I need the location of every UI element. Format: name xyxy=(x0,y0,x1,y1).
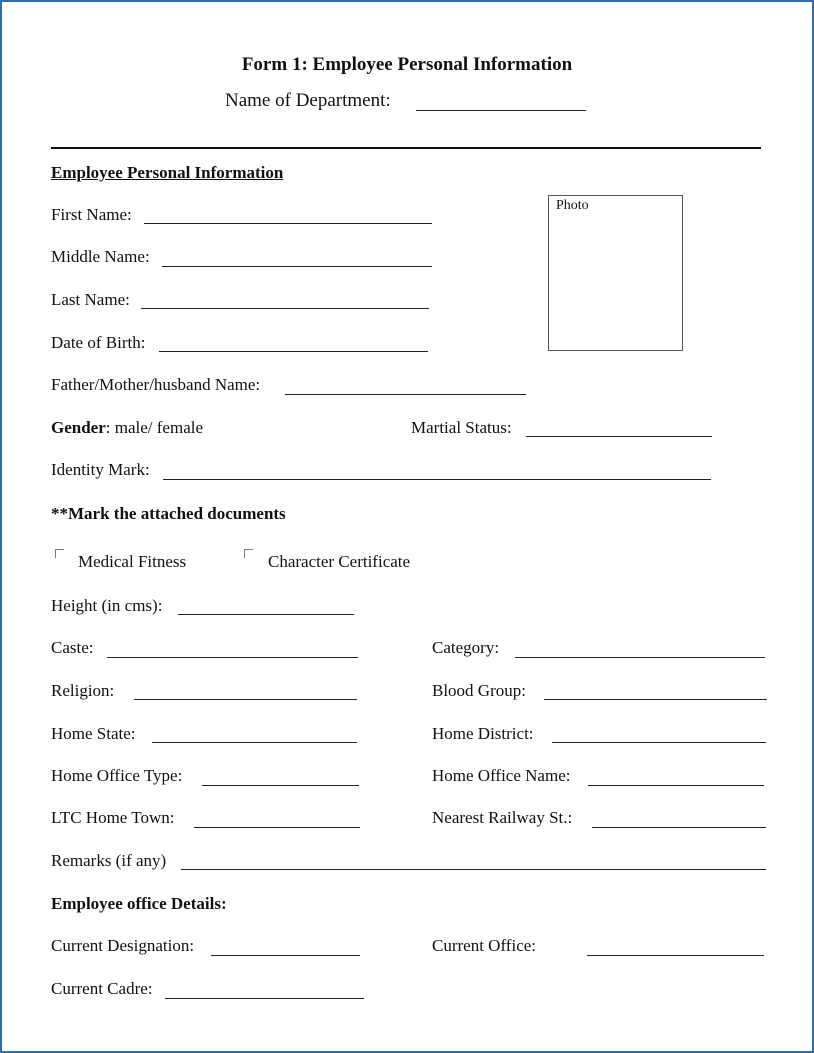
height-input-line[interactable] xyxy=(178,614,354,615)
blood-group-input-line[interactable] xyxy=(544,699,767,700)
religion-label: Religion: xyxy=(51,681,115,700)
gender-options: : male/ female xyxy=(105,418,204,437)
remarks-input-line[interactable] xyxy=(181,869,766,870)
nearest-railway-input-line[interactable] xyxy=(592,827,766,828)
home-office-name-label: Home Office Name: xyxy=(432,766,571,785)
last-name-label: Last Name: xyxy=(51,290,130,309)
home-district-input-line[interactable] xyxy=(552,742,766,743)
category-label: Category: xyxy=(432,638,500,657)
religion-input-line[interactable] xyxy=(134,699,357,700)
home-district-label: Home District: xyxy=(432,724,534,743)
current-designation-label: Current Designation: xyxy=(51,936,195,955)
home-state-label: Home State: xyxy=(51,724,136,743)
caste-input-line[interactable] xyxy=(107,657,358,658)
identity-mark-label: Identity Mark: xyxy=(51,460,150,479)
medical-fitness-label: Medical Fitness xyxy=(78,552,187,571)
home-office-name-input-line[interactable] xyxy=(588,785,764,786)
character-certificate-label: Character Certificate xyxy=(268,552,411,571)
photo-label: Photo xyxy=(556,198,589,213)
home-state-input-line[interactable] xyxy=(152,742,357,743)
medical-fitness-checkbox[interactable] xyxy=(55,549,64,558)
gender-label: Gender xyxy=(51,418,106,437)
remarks-label: Remarks (if any) xyxy=(51,851,167,870)
documents-heading: **Mark the attached documents xyxy=(51,504,286,523)
current-designation-input-line[interactable] xyxy=(211,955,360,956)
first-name-label: First Name: xyxy=(51,205,132,224)
middle-name-label: Middle Name: xyxy=(51,247,150,266)
department-label: Name of Department: xyxy=(225,90,391,111)
gender-field xyxy=(51,418,203,438)
home-office-type-input-line[interactable] xyxy=(202,785,359,786)
marital-status-label: Martial Status: xyxy=(411,418,512,437)
current-cadre-label: Current Cadre: xyxy=(51,979,153,998)
first-name-input-line[interactable] xyxy=(144,223,432,224)
form-title: Form 1: Employee Personal Information xyxy=(241,54,573,75)
caste-label: Caste: xyxy=(51,638,94,657)
current-office-label: Current Office: xyxy=(432,936,537,955)
category-input-line[interactable] xyxy=(515,657,765,658)
dob-input-line[interactable] xyxy=(159,351,428,352)
guardian-name-input-line[interactable] xyxy=(285,394,526,395)
current-cadre-input-line[interactable] xyxy=(165,998,364,999)
ltc-home-town-label: LTC Home Town: xyxy=(51,808,175,827)
nearest-railway-label: Nearest Railway St.: xyxy=(432,808,573,827)
height-label: Height (in cms): xyxy=(51,596,163,615)
department-input-line[interactable] xyxy=(416,110,586,111)
header-divider xyxy=(51,147,761,149)
dob-label: Date of Birth: xyxy=(51,333,146,352)
middle-name-input-line[interactable] xyxy=(162,266,432,267)
character-certificate-checkbox[interactable] xyxy=(244,549,253,558)
current-office-input-line[interactable] xyxy=(587,955,764,956)
marital-status-input-line[interactable] xyxy=(526,436,712,437)
home-office-type-label: Home Office Type: xyxy=(51,766,183,785)
blood-group-label: Blood Group: xyxy=(432,681,526,700)
guardian-name-label: Father/Mother/husband Name: xyxy=(51,375,261,394)
office-details-heading: Employee office Details: xyxy=(51,894,227,913)
personal-info-heading: Employee Personal Information xyxy=(51,163,284,182)
last-name-input-line[interactable] xyxy=(141,308,429,309)
ltc-home-town-input-line[interactable] xyxy=(194,827,360,828)
identity-mark-input-line[interactable] xyxy=(163,479,711,480)
photo-box[interactable] xyxy=(548,195,683,351)
